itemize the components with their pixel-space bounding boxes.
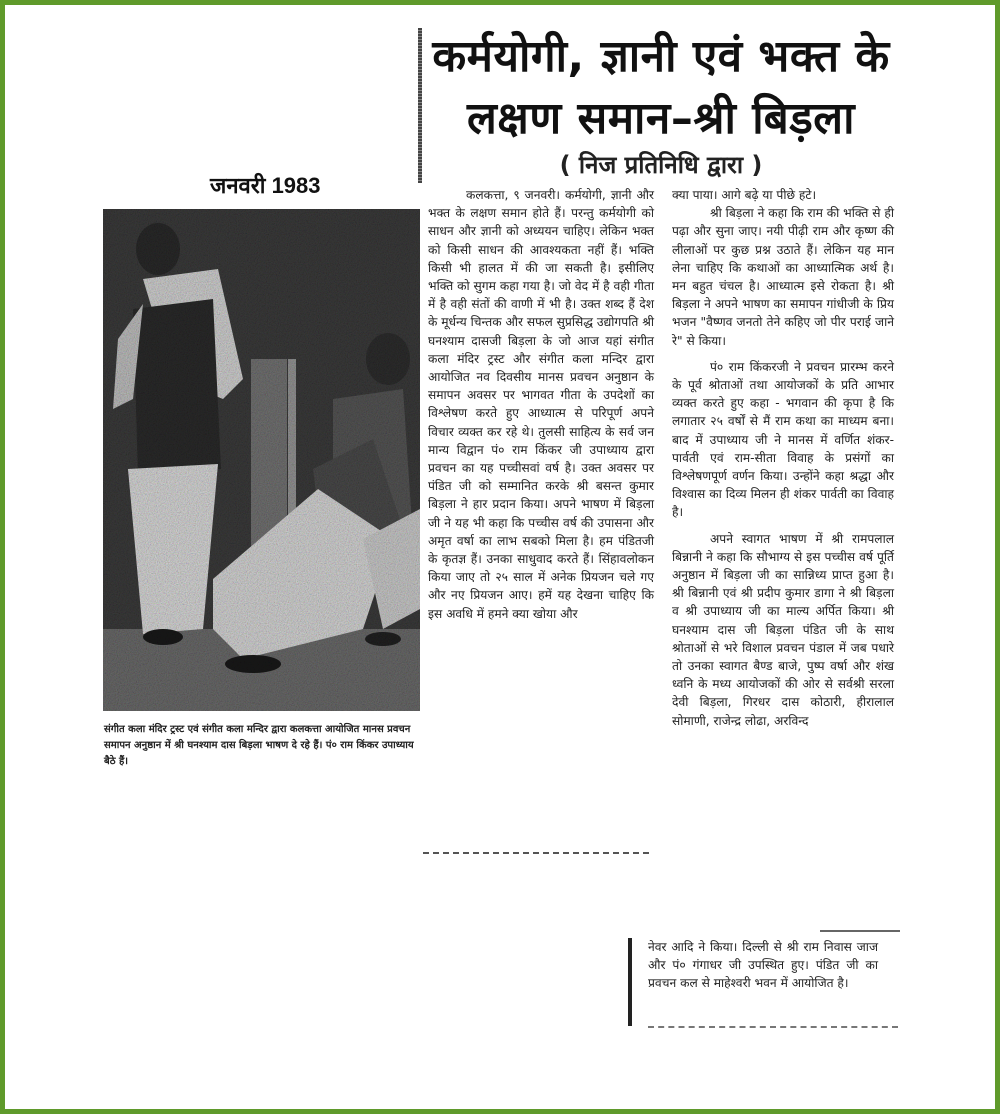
column-divider [418,28,422,183]
photo-caption: संगीत कला मंदिर ट्रस्ट एवं संगीत कला मन्दिर द्वारा कलकत्ता आयोजित मानस प्रवचन समापन अनुष्ठान में श्री घनश्याम दास बिड़ला भाषण दे रहे हैं। पं० राम किंकर उपाध्याय बैठे हैं। [104,724,414,767]
article-column-2 [672,186,894,730]
byline: ( निज प्रतिनिधि द्वारा ) [559,151,763,179]
paragraph: पं० राम किंकरजी ने प्रवचन प्रारम्भ करने के पूर्व श्रोताओं तथा आयोजकों के प्रति आभार व्यक्त करते हुए कहा - भगवान की कृपा है कि लगातार २५ वर्षों से मैं राम कथा का माध्यम बना। बाद में उपाध्याय जी ने मानस में वर्णित शंकर-पार्वती एवं राम-सीता विवाह के प्रसंगों का विश्लेषणपूर्ण वर्णन किया। उन्होंने कहा श्रद्धा और विश्वास का दिव्य मिलन ही शंकर पार्वती का विवाह है। [672,359,894,520]
article-column-3 [648,938,878,993]
paragraph: कलकत्ता, ९ जनवरी। कर्मयोगी, ज्ञानी और भक्त के लक्षण समान होते हैं। परन्तु कर्मयोगी को साधन और ज्ञानी को अध्ययन चाहिए। लेकिन भक्त को किसी साधन की आवश्यकता नहीं हैं। भक्ति किसी भी हालत में की जा सकती है। इसीलिए भक्ति को सुगम कहा गया है। जो वेद में है वही गीता में है वही संतों की वाणी में भी है। उक्त शब्द हैं देश के मूर्धन्य चिन्तक और सफल सुप्रसिद्ध उद्योगपति श्री घनश्याम दासजी बिड़ला के जो आज यहां संगीत कला मंदिर ट्रस्ट और संगीत कला मन्दिर द्वारा आयोजित नव दिवसीय मानस प्रवचन अनुष्ठान के समापन अवसर पर भागवत गीता के उपदेशों का विश्लेषण करते हुए आध्यात्म से परिपूर्ण अपने विचार व्यक्त कर रहे थे। तुलसी साहित्य के सर्व जन मान्य विद्वान पं० राम किंकर जी उपाध्याय द्वारा प्रवचन का यह पच्चीसवां वर्ष है। उक्त अवसर पर पंडित जी को सम्मानित करके श्री बसन्त कुमार बिड़ला ने हार प्रदान किया। अपने भाषण में बिड़ला जी ने यह भी कहा कि पच्चीस वर्ष की उपासना और अमृत वर्षा का लाभ सबको मिला है। हम पंडितजी के कृतज्ञ हैं। उनका साधुवाद करते हैं। सिंहावलोकन किया जाए तो २५ साल में अनेक प्रियजन चले गए और नए प्रियजन आए। हमें यह देखना चाहिए कि इस अवधि में हमने क्या खोया और [428,188,654,621]
paragraph: क्या पाया। आगे बढ़े या पीछे हटे। [672,188,817,202]
photo-illustration [103,209,420,711]
date-label: जनवरी 1983 [210,173,321,198]
paragraph: श्री बिड़ला ने कहा कि राम की भक्ति से ही पढ़ा और सुना जाए। नयी पीढ़ी राम और कृष्ण की लीलाओं पर कुछ प्रश्न उठाते हैं। लेकिन यह मान लेना चाहिए कि कथाओं का आध्यात्मिक अर्थ है। मन बहुत चंचल है। आध्यात्म इसे रोकता है। श्री बिड़ला ने अपने भाषण का समापन गांधीजी के प्रिय भजन "वैष्णव जनतो तेने कहिए जो पीर पराई जाने रे" से किया। [672,206,894,348]
headline: कर्मयोगी, ज्ञानी एवं भक्त के लक्षण समान–श्री बिड़ला [432,31,890,144]
article-column-1 [428,186,654,623]
column-end-rule [820,930,900,932]
column-end-rule [648,1026,898,1028]
news-photo [103,209,420,711]
paragraph: अपने स्वागत भाषण में श्री रामपलाल बिन्नानी ने कहा कि सौभाग्य से इस पच्चीस वर्ष पूर्ति अनुष्ठान में बिड़ला जी का सान्निध्य प्राप्त हुआ है। श्री बिन्नानी एवं श्री प्रदीप कुमार डागा ने श्री बिड़ला व श्री उपाध्याय जी का माल्य अर्पित किया। श्री घनश्याम दास जी बिड़ला पंडित जी के साथ श्रोताओं से भरे विशाल प्रवचन पंडाल में जब पधारे तो उनका स्वागत बैण्ड बाजे, पुष्प वर्षा और शंख ध्वनि के मध्य आयोजकों की ओर से सर्वश्री सरला देवी बिड़ला, गिरधर दास कोठारी, हीरालाल सोमाणी, राजेन्द्र लोढा, अरविन्द [672,531,894,728]
column-end-rule [423,852,649,854]
column-divider [628,938,632,1026]
paragraph: नेवर आदि ने किया। दिल्ली से श्री राम निवास जाज और पं० गंगाधर जी उपस्थित हुए। पंडित जी का प्रवचन कल से माहेश्वरी भवन में आयोजित है। [648,940,878,991]
